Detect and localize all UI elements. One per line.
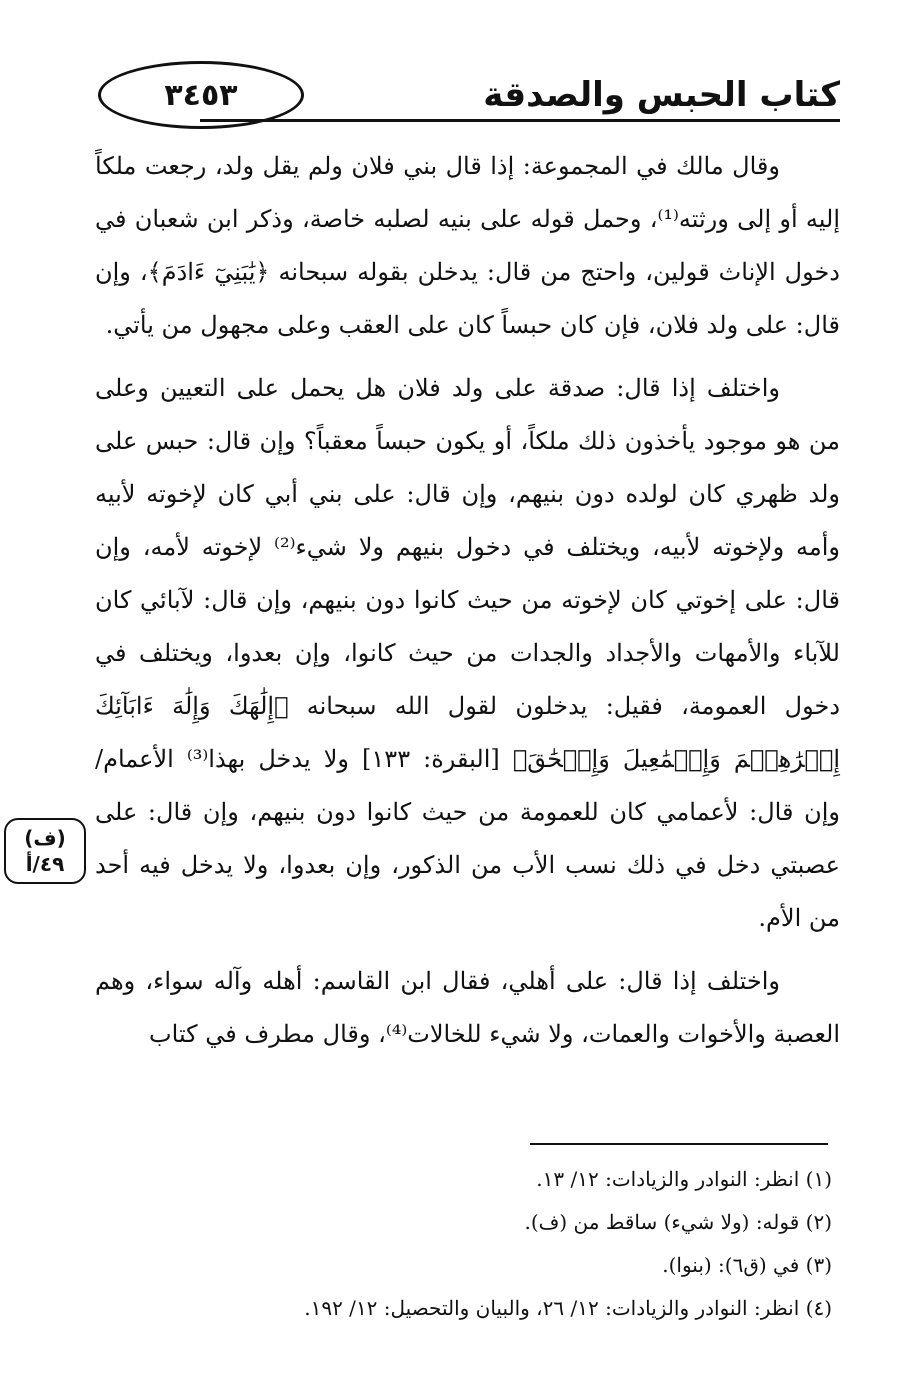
paragraph	[95, 955, 840, 1061]
manuscript-margin-note	[4, 818, 86, 884]
paragraph	[95, 140, 840, 352]
paragraph-text: وقال مالك في المجموعة: إذا قال بني فلان ولم يقل ولد، رجعت ملكاً إليه أو إلى ورثته⁽¹⁾، وحمل قوله على بنيه لصلبه خاصة، وذكر ابن شعبان في دخول الإناث قولين، واحتج من قال: يدخلن بقوله سبحانه ﴿يَٰبَنِيٓ ءَادَمَ﴾، وإن قال: على ولد فلان، فإن كان حبساً كان على العقب وعلى مجهول من يأتي.	[95, 152, 840, 339]
footnote: (٢) قوله: (ولا شيء) ساقط من (ف).	[524, 1210, 832, 1234]
paragraph	[95, 362, 840, 945]
paragraph-text: واختلف إذا قال: صدقة على ولد فلان هل يحمل على التعيين وعلى من هو موجود يأخذون ذلك ملكاً، أو يكون حبساً معقباً؟ وإن قال: حبس على ولد ظهري كان لولده دون بنيهم، وإن قال: على بني أبي كان لإخوته لأبيه وأمه ولإخوته لأبيه، ويختلف في دخول بنيهم ولا شيء⁽²⁾ لإخوته لأمه، وإن قال: على إخوتي كان لإخوته من حيث كانوا دون بنيهم، وإن قال: لآبائي كان للآباء والأمهات والأجداد والجدات من حيث كانوا، وإن بعدوا، ويختلف في دخول العمومة، فقيل: يدخلون لقول الله سبحانه ﴿إِلَٰهَكَ وَإِلَٰهَ ءَابَآئِكَ إِبۡرَٰهِـۧمَ وَإِسۡمَٰعِيلَ وَإِسۡحَٰقَ﴾ [البقرة: ١٣٣] ولا يدخل بهذا⁽³⁾ الأعمام/ وإن قال: لأعمامي كان للعمومة من حيث كانوا دون بنيهم، وإن قال: على عصبتي دخل في ذلك نسب الأب من الذكور، وإن بعدوا، ولا يدخل فيه أحد من الأم.	[95, 374, 841, 932]
paragraph-text: واختلف إذا قال: على أهلي، فقال ابن القاسم: أهله وآله سواء، وهم العصبة والأخوات والعمات، ولا شيء للخالات⁽⁴⁾، وقال مطرف في كتاب	[95, 967, 840, 1048]
footnote: (١) انظر: النوادر والزيادات: ١٢/ ١٣.	[536, 1167, 832, 1191]
main-text	[95, 140, 840, 1071]
footnote-separator	[530, 1143, 828, 1145]
margin-note-line2: ٤٩/أ	[25, 852, 65, 876]
header-rule	[200, 119, 840, 122]
page-header	[90, 55, 840, 135]
margin-note-line1: (ف)	[24, 826, 66, 850]
page-number: ٣٤٥٣	[164, 77, 238, 113]
footnote: (٣) في (ق٦): (بنوا).	[662, 1253, 832, 1277]
footnote: (٤) انظر: النوادر والزيادات: ١٢/ ٢٦، والبيان والتحصيل: ١٢/ ١٩٢.	[304, 1296, 832, 1320]
book-title: كتاب الحبس والصدقة	[483, 75, 840, 115]
footnotes	[160, 1158, 832, 1330]
